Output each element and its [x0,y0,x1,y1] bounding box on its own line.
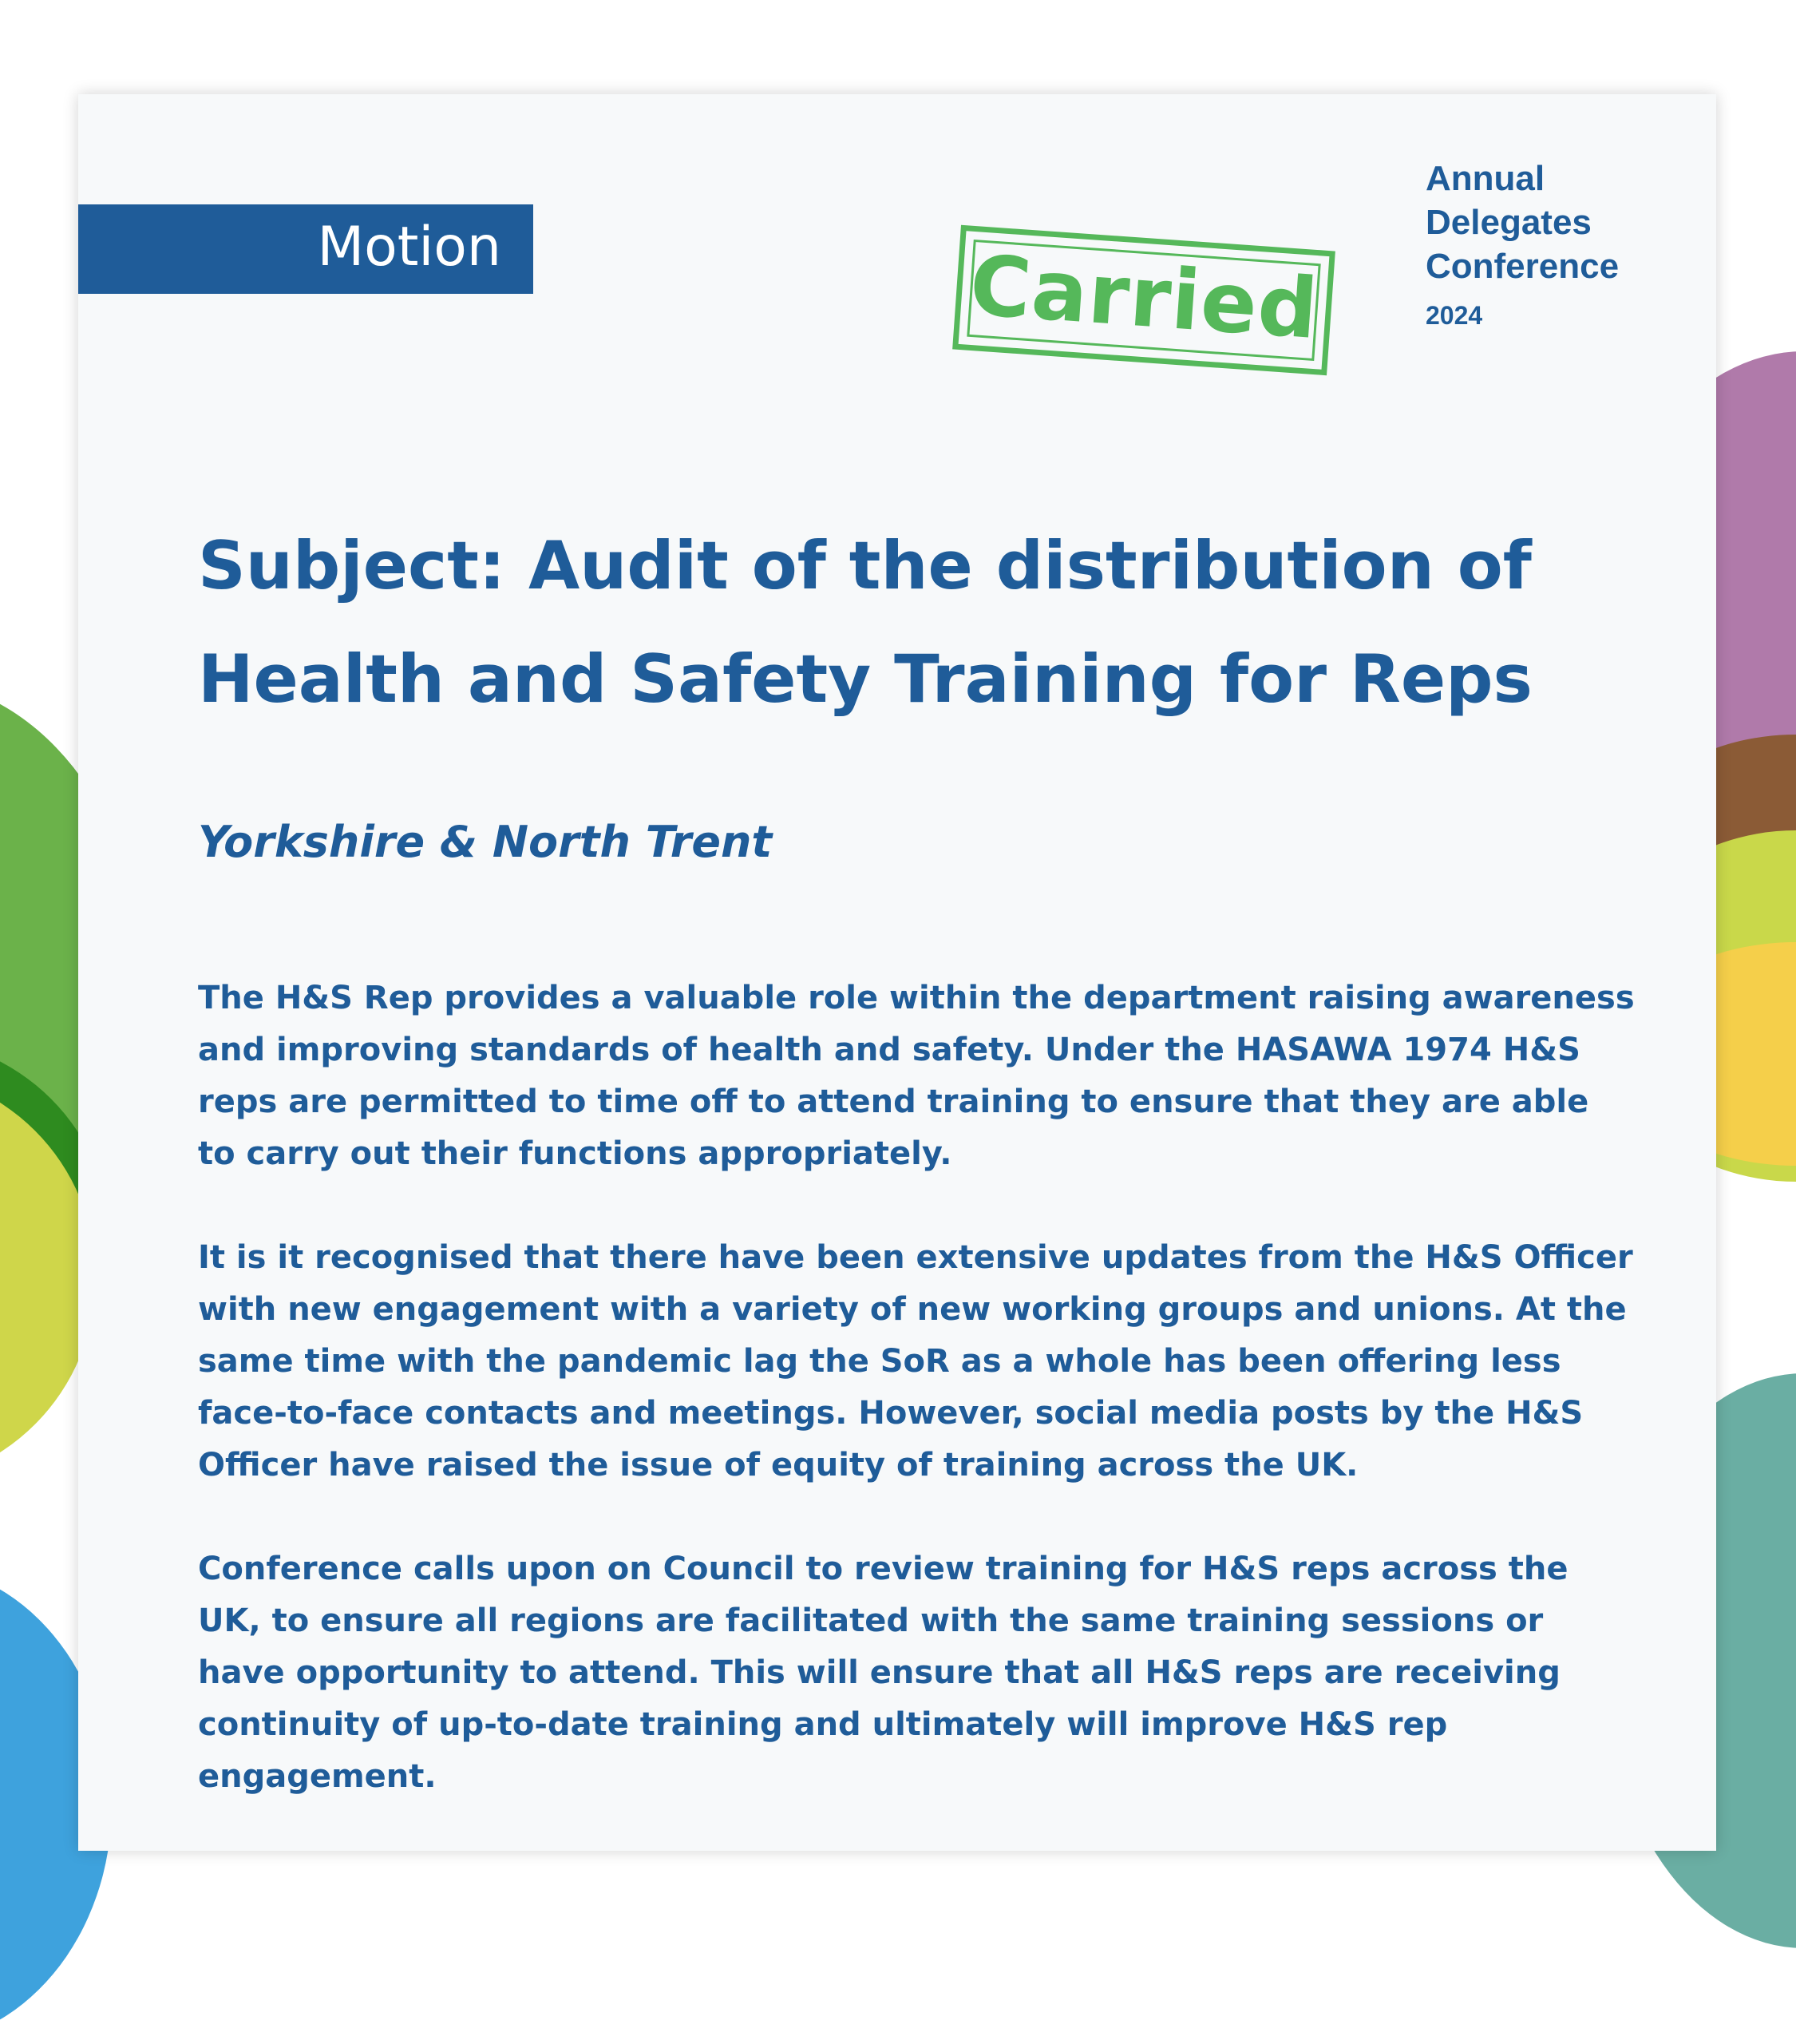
conference-line-conference: Conference [1426,247,1620,286]
stamp-label: Carried [967,236,1322,358]
motion-region: Yorkshire & North Trent [198,817,773,867]
conference-line-delegates: Delegates [1426,203,1592,242]
motion-document [78,94,1716,1851]
conference-year: 2024 [1426,301,1483,330]
motion-body [198,972,1635,1855]
conference-line-annual: Annual [1426,159,1545,198]
body-paragraph-2: It is it recognised that there have been extensive updates from the H&S Officer with new engagement with a variety of new working groups and unions. At the same time with the pandemic lag the SoR as a whole has been offering less face-to-face contacts and meetings. However, social media posts by the H&S Officer have raised the issue of equity of training across the UK. [198,1239,1633,1483]
body-paragraph-1: The H&S Rep provides a valuable role within the department raising awareness and improving standards of health and safety. Under the HASAWA 1974 H&S reps are permitted to time off to attend training to ensure that they are able to carry out their functions appropriately. [198,980,1635,1172]
motion-label: Motion [317,216,501,279]
carried-stamp [952,225,1335,375]
motion-banner [78,204,533,294]
conference-logo [1426,156,1619,333]
body-paragraph-3: Conference calls upon on Council to review training for H&S reps across the UK, to ensure all regions are facilitated with the same training sessions or have opportunity to attend. This will ensure that all H&S reps are receiving continuity of up-to-date training and ultimately will improve H&S rep engagement. [198,1551,1569,1795]
motion-title: Subject: Audit of the distribution of Health and Safety Training for Reps [198,527,1533,718]
